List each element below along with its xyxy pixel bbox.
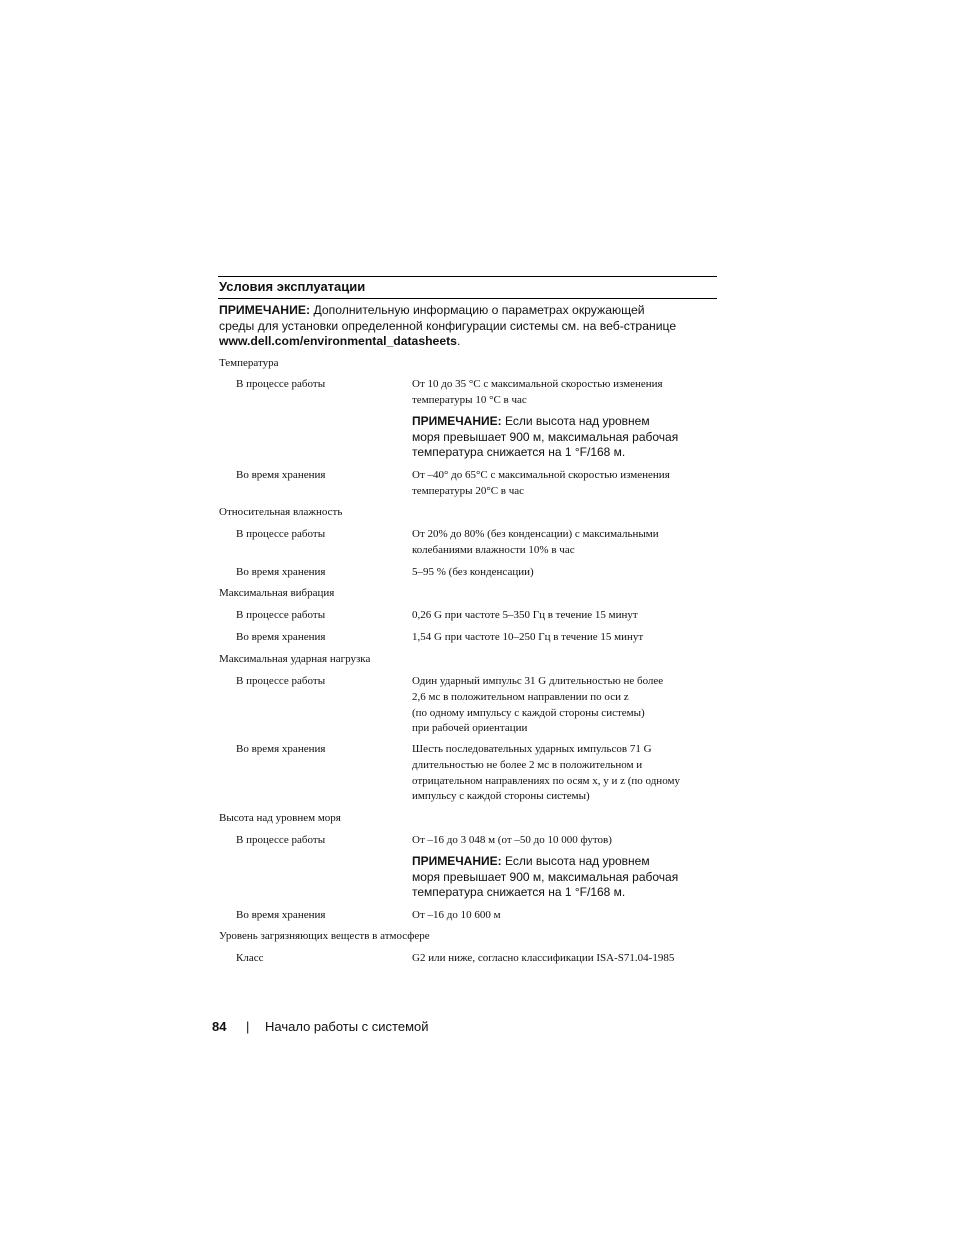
- note-label: ПРИМЕЧАНИЕ:: [412, 414, 502, 428]
- category-humidity: Относительная влажность: [219, 506, 343, 518]
- humidity-operating-value: [412, 527, 659, 559]
- value-line: От 20% до 80% (без конденсации) с максимальными: [412, 528, 659, 540]
- datasheets-link[interactable]: www.dell.com/environmental_datasheets: [219, 334, 457, 348]
- contaminants-class-value: G2 или ниже, согласно классификации ISA-S71.04-1985: [412, 952, 675, 964]
- temp-storage-label: Во время хранения: [236, 469, 326, 481]
- value-line: при рабочей ориентации: [412, 722, 528, 735]
- humidity-storage-label: Во время хранения: [236, 566, 326, 578]
- shock-storage-label: Во время хранения: [236, 743, 326, 755]
- value-line: От –40° до 65°C с максимальной скоростью изменения: [412, 469, 670, 481]
- value-line: Один ударный импульс 31 G длительностью не более: [412, 675, 664, 687]
- humidity-storage-value: 5–95 % (без конденсации): [412, 566, 534, 578]
- altitude-operating-label: В процессе работы: [236, 834, 326, 846]
- vibration-operating-label: В процессе работы: [236, 609, 326, 621]
- value-line: температуры 20°C в час: [412, 484, 525, 497]
- value-line: (по одному импульсу с каждой стороны системы): [412, 706, 645, 719]
- header-rule: [218, 298, 717, 299]
- value-line: температуры 10 °C в час: [412, 393, 527, 406]
- top-rule: [218, 276, 717, 277]
- note-label: ПРИМЕЧАНИЕ:: [412, 854, 502, 868]
- shock-operating-label: В процессе работы: [236, 675, 326, 687]
- value-line: 2,6 мс в положительном направлении по оси z: [412, 690, 629, 703]
- section-title: Условия эксплуатации: [219, 279, 366, 294]
- altitude-storage-label: Во время хранения: [236, 909, 326, 921]
- footer-title: Начало работы с системой: [265, 1019, 429, 1034]
- footer-separator: |: [246, 1019, 250, 1034]
- top-note: [219, 303, 717, 350]
- note-line: моря превышает 900 м, максимальная рабочая: [412, 869, 679, 884]
- altitude-note: [412, 854, 678, 901]
- category-temperature: Температура: [219, 357, 279, 369]
- value-line: отрицательном направлениях по осям x, y и z (по одному: [412, 774, 680, 787]
- temp-note: [412, 414, 678, 461]
- value-line: импульсу с каждой стороны системы): [412, 790, 590, 803]
- shock-storage-value: [412, 742, 680, 805]
- value-line: От 10 до 35 °C с максимальной скоростью изменения: [412, 378, 663, 390]
- vibration-storage-label: Во время хранения: [236, 631, 326, 643]
- temp-storage-value: [412, 468, 670, 500]
- category-vibration: Максимальная вибрация: [219, 587, 335, 599]
- category-shock: Максимальная ударная нагрузка: [219, 653, 371, 665]
- category-altitude: Высота над уровнем моря: [219, 812, 341, 824]
- vibration-storage-value: 1,54 G при частоте 10–250 Гц в течение 15 минут: [412, 631, 644, 643]
- contaminants-class-label: Класс: [236, 952, 264, 964]
- altitude-operating-value: От –16 до 3 048 м (от –50 до 10 000 футов): [412, 834, 612, 846]
- note-text: среды для установки определенной конфигурации системы см. на веб-странице: [219, 318, 677, 333]
- vibration-operating-value: 0,26 G при частоте 5–350 Гц в течение 15 минут: [412, 609, 638, 621]
- temp-operating-label: В процессе работы: [236, 378, 326, 390]
- value-line: Шесть последовательных ударных импульсов 71 G: [412, 743, 652, 755]
- note-line: температура снижается на 1 °F/168 м.: [412, 445, 626, 459]
- note-label: ПРИМЕЧАНИЕ:: [219, 303, 311, 317]
- note-end: .: [456, 334, 461, 348]
- category-contaminants: Уровень загрязняющих веществ в атмосфере: [219, 930, 430, 942]
- altitude-storage-value: От –16 до 10 600 м: [412, 909, 501, 921]
- value-line: длительностью не более 2 мс в положительном и: [412, 758, 643, 771]
- note-line: Если высота над уровнем: [505, 854, 650, 868]
- note-line: температура снижается на 1 °F/168 м.: [412, 885, 626, 899]
- note-text: Дополнительную информацию о параметрах окружающей: [313, 303, 645, 317]
- shock-operating-value: [412, 674, 663, 737]
- temp-operating-value: [412, 377, 663, 409]
- value-line: колебаниями влажности 10% в час: [412, 543, 575, 556]
- page-number: 84: [212, 1019, 227, 1034]
- note-line: моря превышает 900 м, максимальная рабочая: [412, 429, 679, 444]
- humidity-operating-label: В процессе работы: [236, 528, 326, 540]
- note-line: Если высота над уровнем: [505, 414, 650, 428]
